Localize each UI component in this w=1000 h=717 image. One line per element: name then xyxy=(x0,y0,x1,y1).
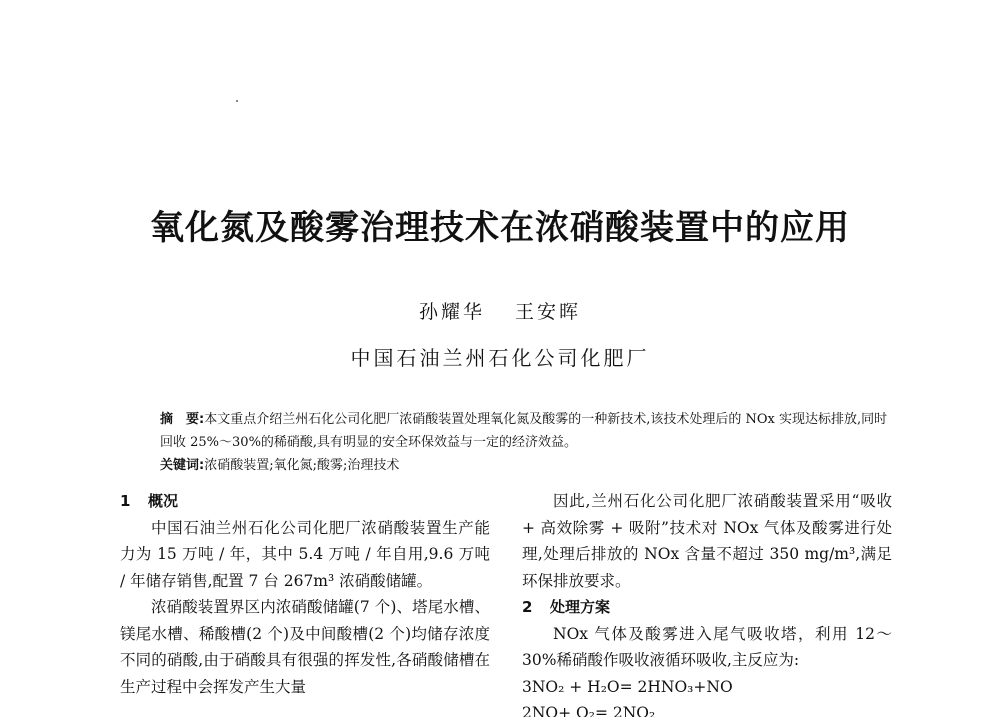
body-paragraph: 中国石油兰州石化公司化肥厂浓硝酸装置生产能力为 15 万吨 / 年，其中 5.4 万吨 / 年自用,9.6 万吨 / 年储存销售,配置 7 台 267m³ 浓硝酸储罐。 xyxy=(120,518,490,590)
keywords-label: 关键词: xyxy=(160,458,205,473)
scan-speck xyxy=(236,100,238,102)
section-heading xyxy=(120,488,490,515)
abstract-label: 摘 要: xyxy=(160,412,205,427)
section-number: 2 xyxy=(522,598,533,616)
abstract-text: 本文重点介绍兰州石化公司化肥厂浓硝酸装置处理氧化氮及酸雾的一种新技术,该技术处理后的 NOx 实现达标排放,同时回收 25%～30%的稀硝酸,具有明显的安全环保效益与一定的经济效益。 xyxy=(160,412,888,450)
equation: 2NO+ O₂= 2NO₂ xyxy=(522,704,656,717)
section-heading xyxy=(522,594,892,621)
body-paragraph: NOx 气体及酸雾进入尾气吸收塔，利用 12～30%稀硝酸作吸收液循环吸收,主反应为: xyxy=(522,624,892,669)
keywords-line xyxy=(120,454,890,477)
section-title: 处理方案 xyxy=(550,598,611,616)
equation: 3NO₂ + H₂O= 2HNO₃+NO xyxy=(522,677,733,696)
paper-title: 氧化氮及酸雾治理技术在浓硝酸装置中的应用 xyxy=(150,208,850,248)
body-paragraph: 浓硝酸装置界区内浓硝酸储罐(7 个)、塔尾水槽、镁尾水槽、稀酸槽(2 个)及中间酸槽(2 个)均储存浓度不同的硝酸,由于硝酸具有很强的挥发性,各硝酸储槽在生产过程中会挥发产生大量 xyxy=(120,598,490,696)
author-line xyxy=(0,297,1000,324)
body-paragraph: 因此,兰州石化公司化肥厂浓硝酸装置采用“吸收 + 高效除雾 + 吸附”技术对 NOx 气体及酸雾进行处理,处理后排放的 NOx 含量不超过 350 mg/m³,满足环保排放要求。 xyxy=(522,492,892,590)
abstract-paragraph xyxy=(120,408,890,454)
section-number: 1 xyxy=(120,492,131,510)
abstract-block xyxy=(120,408,890,477)
affiliation: 中国石油兰州石化公司化肥厂 xyxy=(350,346,650,370)
right-column xyxy=(522,488,892,717)
author-name: 王安晖 xyxy=(515,301,582,323)
keywords-text: 浓硝酸装置;氧化氮;酸雾;治理技术 xyxy=(204,458,400,473)
section-title: 概况 xyxy=(148,492,179,510)
left-column xyxy=(120,488,490,700)
author-name: 孙耀华 xyxy=(418,301,485,323)
